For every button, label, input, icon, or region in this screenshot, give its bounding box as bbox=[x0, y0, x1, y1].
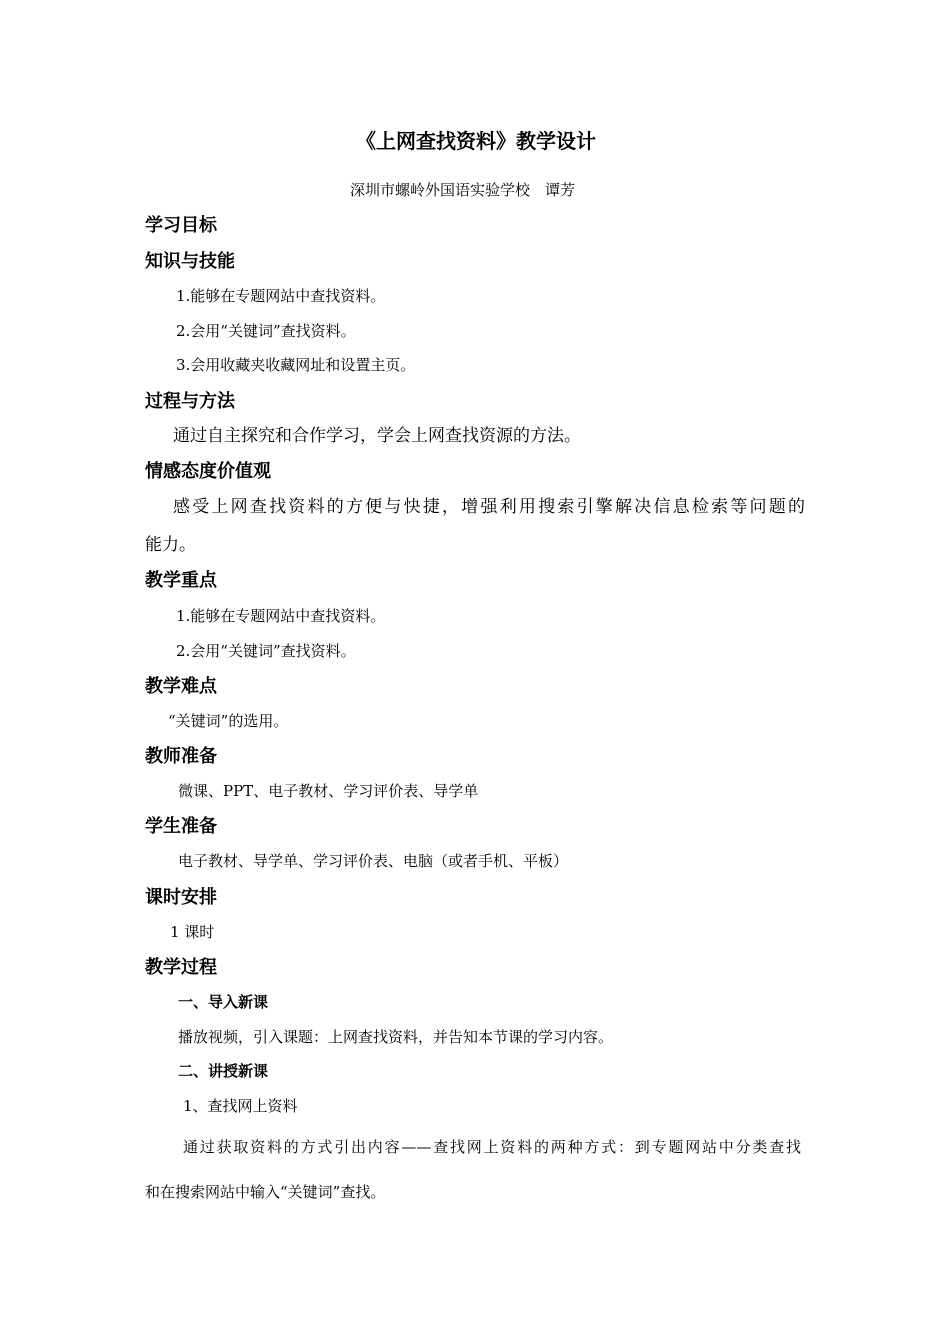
heading-key-points: 教学重点 bbox=[145, 570, 217, 591]
heading-difficulties: 教学难点 bbox=[145, 676, 217, 697]
subheading-intro: 一、导入新课 bbox=[178, 993, 269, 1011]
list-item: 1.能够在专题网站中查找资料。 bbox=[176, 287, 386, 305]
schedule-text: 1 课时 bbox=[170, 923, 215, 941]
list-item: 2.会用“关键词”查找资料。 bbox=[176, 642, 356, 660]
intro-text: 播放视频，引入课题：上网查找资料，并告知本节课的学习内容。 bbox=[178, 1028, 614, 1046]
list-item: 3.会用收藏夹收藏网址和设置主页。 bbox=[176, 356, 416, 374]
heading-schedule: 课时安排 bbox=[145, 887, 217, 908]
difficulties-text: “关键词”的选用。 bbox=[168, 712, 289, 730]
list-item: 2.会用“关键词”查找资料。 bbox=[176, 322, 356, 340]
process-text: 通过自主探究和合作学习，学会上网查找资源的方法。 bbox=[173, 426, 581, 446]
teacher-prep-text: 微课、PPT、电子教材、学习评价表、导学单 bbox=[178, 782, 479, 800]
heading-teaching-process: 教学过程 bbox=[145, 957, 217, 978]
page-title: 《上网查找资料》教学设计 bbox=[356, 129, 596, 153]
heading-knowledge: 知识与技能 bbox=[145, 251, 235, 272]
lesson-text-line1: 通过获取资料的方式引出内容——查找网上资料的两种方式：到专题网站中分类查找 bbox=[183, 1138, 801, 1156]
heading-process: 过程与方法 bbox=[145, 391, 235, 412]
heading-objectives: 学习目标 bbox=[145, 215, 217, 236]
author-line: 深圳市螺岭外国语实验学校 谭芳 bbox=[350, 181, 576, 199]
list-item: 1.能够在专题网站中查找资料。 bbox=[176, 607, 386, 625]
attitude-text-line2: 能力。 bbox=[145, 535, 196, 555]
subheading-new-lesson: 二、讲授新课 bbox=[178, 1062, 269, 1080]
heading-attitude: 情感态度价值观 bbox=[145, 461, 271, 482]
sub-item-title: 1、查找网上资料 bbox=[183, 1097, 298, 1115]
lesson-text-line2: 和在搜索网站中输入“关键词”查找。 bbox=[145, 1183, 386, 1201]
attitude-text-line1: 感受上网查找资料的方便与快捷，增强利用搜索引擎解决信息检索等问题的 bbox=[173, 497, 805, 517]
student-prep-text: 电子教材、导学单、学习评价表、电脑（或者手机、平板） bbox=[178, 852, 569, 870]
heading-student-prep: 学生准备 bbox=[145, 816, 217, 837]
heading-teacher-prep: 教师准备 bbox=[145, 746, 217, 767]
